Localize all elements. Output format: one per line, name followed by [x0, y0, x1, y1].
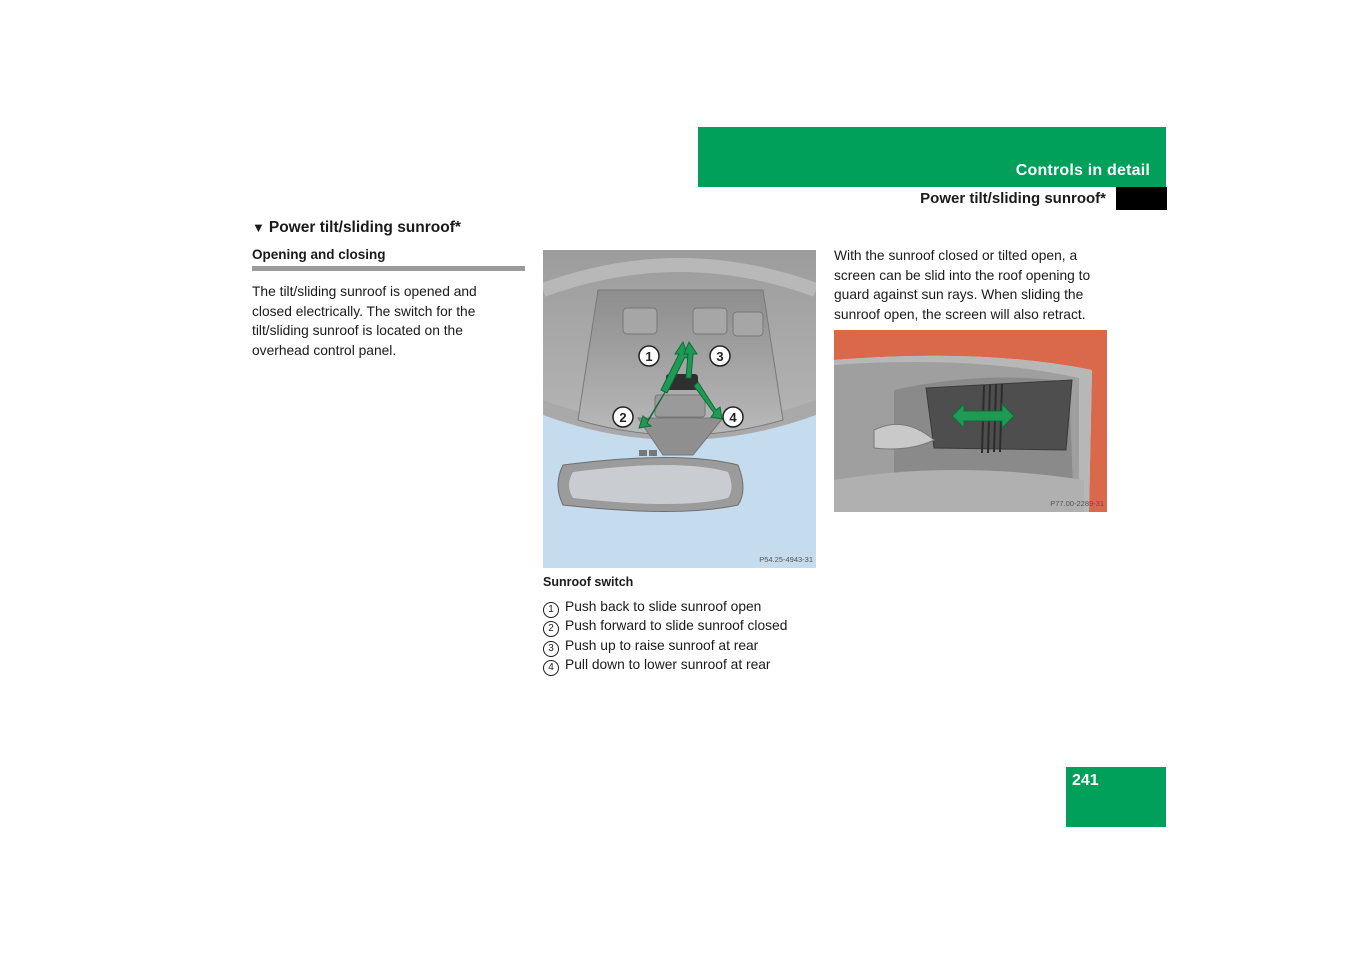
legend-item-1	[543, 597, 787, 616]
page-number-box	[1066, 767, 1166, 827]
callout-legend	[543, 597, 787, 675]
legend-item-2	[543, 616, 787, 635]
legend-text: Push back to slide sunroof open	[565, 599, 762, 614]
legend-item-4	[543, 655, 787, 674]
section-heading	[252, 219, 461, 237]
legend-number: 3	[543, 641, 559, 657]
legend-item-3	[543, 636, 787, 655]
intro-paragraph: The tilt/sliding sunroof is opened and closed electrically. The switch for the tilt/sliding sunroof is located on the overhead control panel.	[252, 284, 477, 358]
chapter-header-band	[698, 127, 1166, 187]
figure-caption: Sunroof switch	[543, 575, 634, 589]
callout-3-label: 3	[716, 349, 724, 364]
legend-number: 4	[543, 660, 559, 676]
heading-rule	[252, 266, 525, 271]
page-number: 241	[1072, 772, 1099, 789]
legend-text: Pull down to lower sunroof at rear	[565, 657, 771, 673]
sunroof-switch-figure	[543, 250, 816, 568]
callout-4-label: 4	[729, 410, 737, 425]
section-heading-text: Power tilt/sliding sunroof*	[268, 219, 461, 236]
callout-2-label: 2	[619, 410, 627, 425]
legend-number: 2	[543, 621, 559, 637]
triangle-marker-icon: ▼	[252, 220, 265, 235]
figure-code: P77.00-2289-31	[1050, 499, 1104, 508]
legend-number: 1	[543, 602, 559, 618]
sunscreen-figure	[834, 330, 1107, 512]
chapter-title: Controls in detail	[1015, 162, 1150, 179]
thumb-tab-marker	[1116, 187, 1167, 210]
callout-1-label: 1	[645, 349, 653, 364]
legend-text: Push forward to slide sunroof closed	[565, 618, 788, 634]
sunscreen-paragraph: With the sunroof closed or tilted open, a screen can be slid into the roof opening to guard against sun rays. When sliding the sunroof open, the screen will also retract.	[834, 248, 1091, 322]
subsection-title: Power tilt/sliding sunroof*	[920, 190, 1106, 207]
figure-code: P54.25-4943-31	[759, 555, 813, 564]
legend-text: Push up to raise sunroof at rear	[565, 637, 759, 653]
subsection-heading: Opening and closing	[252, 247, 386, 262]
